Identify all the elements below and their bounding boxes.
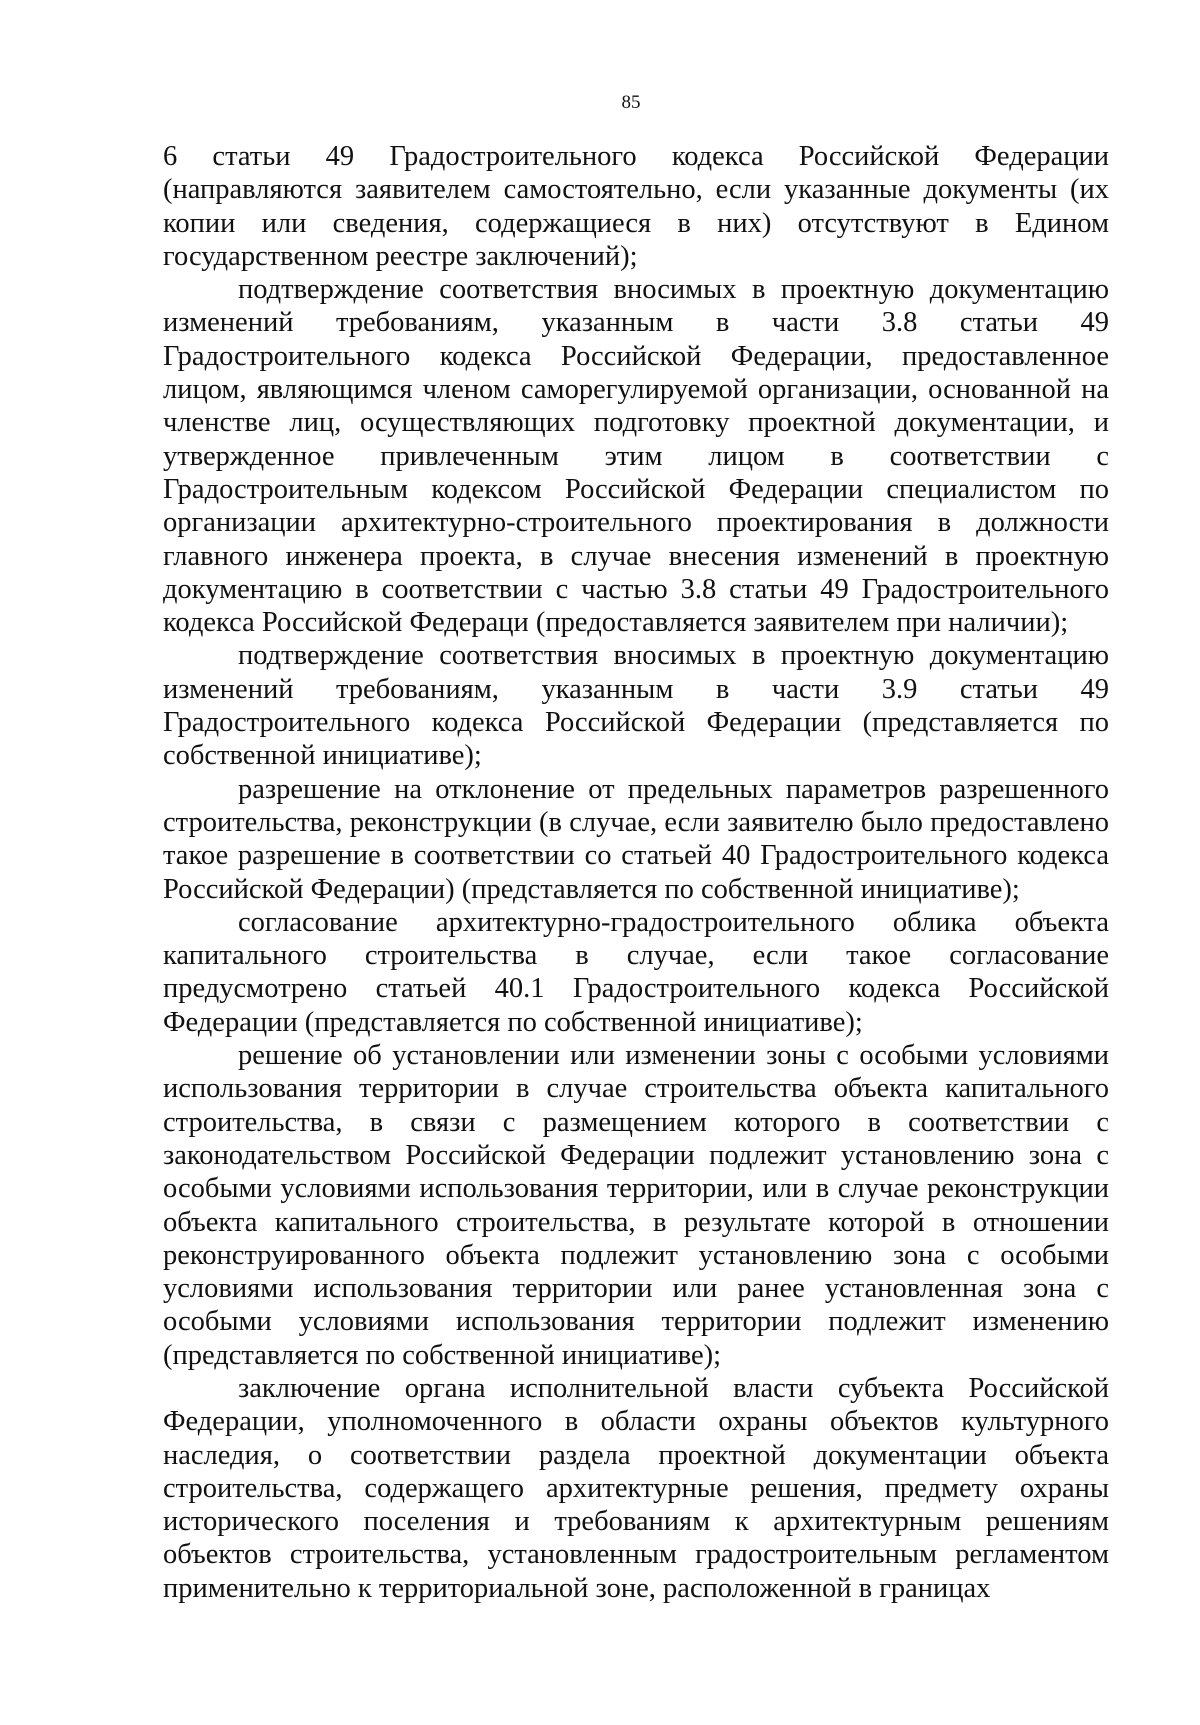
paragraph-special-zone-decision: решение об установлении или изменении зоны с особыми условиями использования территории в случае строительства объекта капитального строительства, в связи с размещением которого в соответствии с законодательством Российской Федерации подлежит установлению зона с особыми условиями использования территории, или в случае реконструкции объекта капитального строительства, в результате которой в отношении реконструированного объекта подлежит установлению зона с особыми условиями использования территории или ранее установленная зона с особыми условиями использования территории подлежит изменению (представляется по собственной инициативе); [163,1040,1109,1371]
page-number: 85 [621,92,641,113]
paragraph-appearance-approval: согласование архитектурно-градостроительного облика объекта капитального строительства в случае, если такое согласование предусмотрено статьей 40.1 Градостроительного кодекса Российской Федерации (представляется по собственной инициативе); [163,906,1109,1038]
paragraph-heritage-conclusion: заключение органа исполнительной власти субъекта Российской Федерации, уполномоченного в области охраны объектов культурного наследия, о соответствии раздела проектной документации объекта строительства, содержащего архитектурные решения, предмету охраны исторического поселения и требованиям к архитектурным решениям объектов строительства, установленным градостроительным регламентом применительно к территориальной зоне, расположенной в границах [163,1372,1109,1604]
document-body [163,140,1109,1605]
paragraph-continuation: 6 статьи 49 Градостроительного кодекса Российской Федерации (направляются заявителем самостоятельно, если указанные документы (их копии или сведения, содержащиеся в них) отсутствуют в Едином государственном реестре заключений); [163,141,1109,272]
paragraph-deviation-permit: разрешение на отклонение от предельных параметров разрешенного строительства, реконструкции (в случае, если заявителю было предоставлено такое разрешение в соответствии со статьей 40 Градостроительного кодекса Российской Федерации) (представляется по собственной инициативе); [163,773,1109,905]
paragraph-confirmation-3-9: подтверждение соответствия вносимых в проектную документацию изменений требованиям, указанным в части 3.9 статьи 49 Градостроительного кодекса Российской Федерации (представляется по собственной инициативе); [163,640,1109,772]
paragraph-confirmation-3-8: подтверждение соответствия вносимых в проектную документацию изменений требованиям, указанным в части 3.8 статьи 49 Градостроительного кодекса Российской Федерации, предоставленное лицом, являющимся членом саморегулируемой организации, основанной на членстве лиц, осуществляющих подготовку проектной документации, и утвержденное привлеченным этим лицом в соответствии с Градостроительным кодексом Российской Федерации специалистом по организации архитектурно-строительного проектирования в должности главного инженера проекта, в случае внесения изменений в проектную документацию в соответствии с частью 3.8 статьи 49 Градостроительного кодекса Российской Федераци (предоставляется заявителем при наличии); [163,274,1109,639]
